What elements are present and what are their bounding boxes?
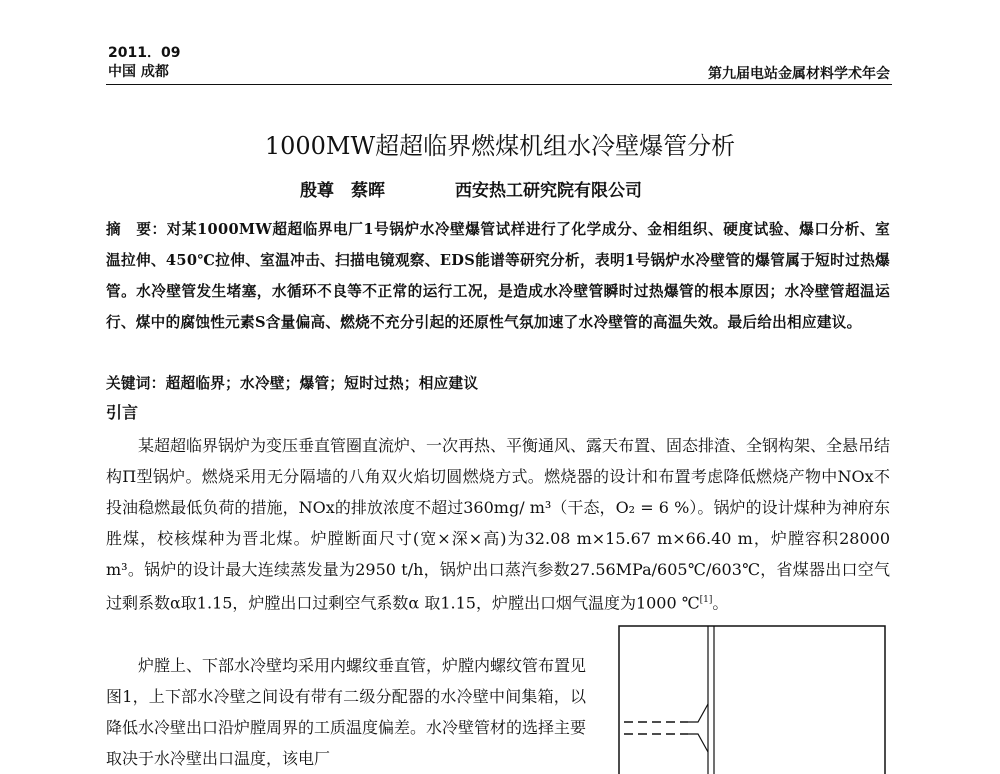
paper-title: 1000MW超超临界燃煤机组水冷壁爆管分析 [264,132,736,160]
header-location: 中国 成都 [108,64,169,80]
abstract: 摘 要：对某1000MW超超临界电厂1号锅炉水冷壁爆管试样进行了化学成分、金相组织、硬度试验、爆口分析、室温拉伸、450℃拉伸、室温冲击、扫描电镜观察、EDS能谱等研究分析，表明1号锅炉水冷壁管的爆管属于短时过热爆管。水冷壁管发生堵塞，水循环不良等不正常的运行工况，是造成水冷壁管瞬时过热爆管的根本原因；水冷壁管超温运行、煤中的腐蚀性元素S含量偏高、燃烧不充分引起的还原性气氛加速了水冷壁管的高温失效。最后给出相应建议。 [106,221,890,331]
figure-outer-frame [619,626,885,774]
section-heading-intro: 引言 [106,403,139,422]
keywords: 关键词：超超临界；水冷壁；爆管；短时过热；相应建议 [106,375,479,392]
intro-paragraph-1-end: 。 [712,593,729,613]
paper-affiliation: 西安热工研究院有限公司 [455,181,642,201]
figure-transition-section [688,734,708,752]
intro-paragraph-2: 炉膛上、下部水冷壁均采用内螺纹垂直管，炉膛内螺纹管布置见图1，上下部水冷壁之间设有带有二级分配器的水冷壁中间集箱，以降低水冷壁出口沿炉膛周界的工质温度偏差。水冷壁管材的选择主要取决于水冷壁出口温度，该电厂 [106,656,587,768]
citation-ref: [1] [699,595,713,605]
intro-paragraph-1 [106,430,890,618]
header-date: 2011．09 [108,45,181,61]
header-left [108,44,180,82]
header-conference: 第九届电站金属材料学术年会 [708,66,890,82]
header-rule [106,84,892,85]
intro-paragraph-1-text: 某超超临界锅炉为变压垂直管圈直流炉、一次再热、平衡通风、露天布置、固态排渣、全钢构架、全悬吊结构Π型锅炉。燃烧采用无分隔墙的八角双火焰切圆燃烧方式。燃烧器的设计和布置考虑降低燃烧产物中NOx不投油稳燃最低负荷的措施，NOx的排放浓度不超过360mg/ m³（干态，O₂ = 6 %）。锅炉的设计煤种为神府东胜煤，校核煤种为晋北煤。炉膛断面尺寸(宽×深×高)为32.08 m×15.67 m×66.40 m，炉膛容积28000 m³。锅炉的设计最大连续蒸发量为2950 t/h，锅炉出口蒸汽参数27.56MPa/605℃/603℃，省煤器出口空气过剩系数α取1.15，炉膛出口过剩空气系数α 取1.15，炉膛出口烟气温度为1000 ℃ [106,436,891,613]
figure-transition-section [688,704,708,722]
figure-1-furnace-diagram [618,624,888,774]
paper-authors: 殷尊 蔡晖 [300,181,385,201]
